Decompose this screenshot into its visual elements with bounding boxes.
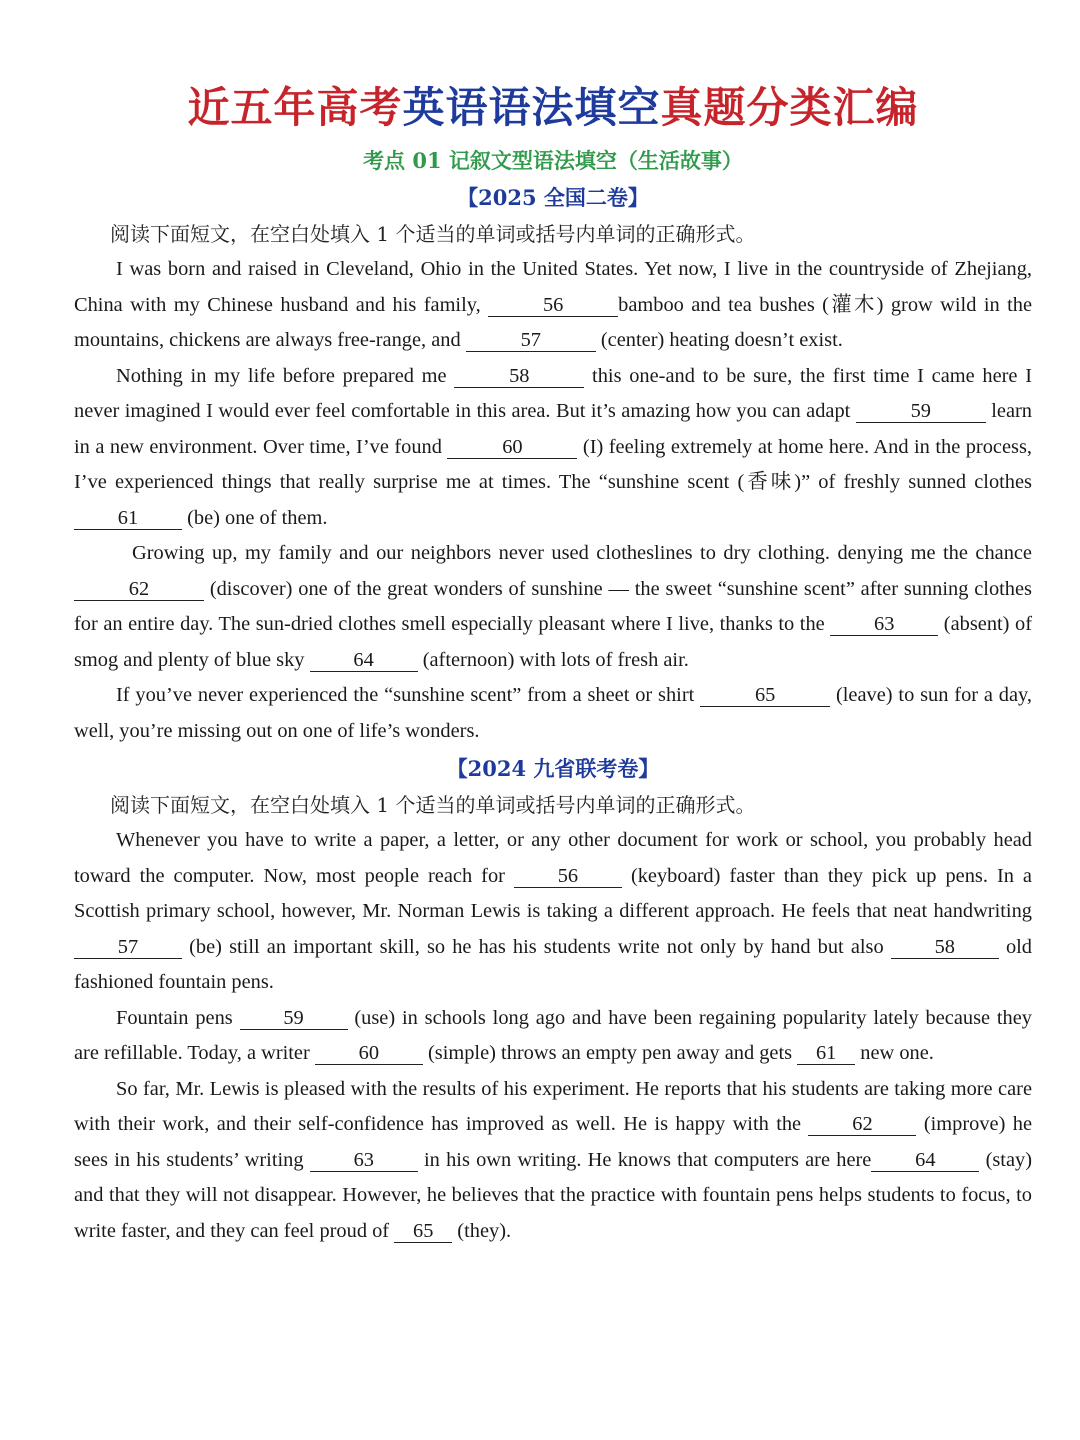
- text-run: (improve) he sees in his students’ writing: [74, 1113, 1032, 1171]
- text-run: (center) heating doesn’t exist.: [595, 329, 843, 351]
- blank-65: 65: [394, 1220, 452, 1243]
- blank-59: 59: [240, 1007, 348, 1030]
- blank-58: 58: [891, 936, 999, 959]
- instruction-2025: 阅读下面短文，在空白处填入 1 个适当的单词或括号内单词的正确形式。: [110, 222, 756, 246]
- text-run: (use) in schools long ago and have been regaining popularity lately because they are refillable. Today, a writer: [74, 1006, 1032, 1064]
- blank-63: 63: [830, 613, 938, 636]
- section-heading-2024: 【2024 九省联考卷】: [446, 756, 660, 781]
- text-run: (simple) throws an empty pen away and gets: [422, 1042, 798, 1064]
- text-run: (afternoon) with lots of fresh air.: [417, 648, 689, 671]
- text-run: this one-and to be sure, the first time I came here I never imagined I would ever feel comfortable in this area. But it’s amazing how you can adapt: [74, 364, 1032, 422]
- text-run: Fountain pens: [116, 1006, 240, 1029]
- blank-59: 59: [856, 400, 986, 423]
- passage2-paragraph-1: [74, 823, 1032, 1001]
- blank-65: 65: [700, 684, 830, 707]
- text-run: in his own writing. He knows that computers are here: [417, 1148, 872, 1171]
- text-run: new one.: [855, 1042, 934, 1064]
- passage1-paragraph-4: [74, 678, 1032, 749]
- blank-60: 60: [447, 436, 577, 459]
- text-run: learn in a new environment. Over time, I’ve found: [74, 400, 1032, 458]
- title-blue-part: 英语语法填空: [402, 83, 661, 132]
- topic-subtitle: 考点 01 记叙文型语法填空（生活故事）: [363, 148, 743, 173]
- instruction-2024: 阅读下面短文，在空白处填入 1 个适当的单词或括号内单词的正确形式。: [110, 793, 756, 817]
- passage1-paragraph-2: [74, 359, 1032, 537]
- text-run: I was born and raised in Cleveland, Ohio in the United States. Yet now, I live in the countryside of Zhejiang, China with my Chinese husband and his family,: [74, 258, 1032, 316]
- blank-64: 64: [871, 1149, 979, 1172]
- text-run: (keyboard) faster than they pick up pens. In a Scottish primary school, however, Mr. Norman Lewis is taking a different approach. He feels that neat handwriting: [74, 864, 1032, 922]
- blank-61: 61: [797, 1042, 855, 1065]
- text-run: (discover) one of the great wonders of sunshine — the sweet “sunshine scent” after sunning clothes for an entire day. The sun-dried clothes smell especially pleasant where I live, thanks to the: [74, 577, 1032, 635]
- text-run: (they).: [452, 1219, 512, 1242]
- text-run: (absent) of smog and plenty of blue sky: [74, 613, 1032, 671]
- passage2-paragraph-3: [74, 1072, 1032, 1250]
- passage1-paragraph-1: [74, 252, 1032, 359]
- text-run: bamboo and tea bushes (灌木) grow wild in the mountains, chickens are always free-range, and: [74, 293, 1032, 351]
- blank-62: 62: [74, 578, 204, 601]
- blank-56: 56: [488, 294, 618, 317]
- text-run: (I) feeling extremely at home here. And in the process, I’ve experienced things that really surprise me at times. The “sunshine scent (香味)” of freshly sunned clothes: [74, 435, 1032, 493]
- text-run: (leave) to sun for a day, well, you’re missing out on one of life’s wonders.: [74, 684, 1032, 742]
- text-run: Nothing in my life before prepared me: [116, 364, 455, 387]
- passage1-paragraph-3: [74, 536, 1032, 678]
- text-run: (be) one of them.: [182, 506, 328, 529]
- blank-58: 58: [454, 365, 584, 388]
- blank-56: 56: [514, 865, 622, 888]
- blank-63: 63: [310, 1149, 418, 1172]
- text-run: If you’ve never experienced the “sunshine scent” from a sheet or shirt: [116, 684, 701, 706]
- text-run: Growing up, my family and our neighbors never used clotheslines to dry clothing. denying me the chance: [132, 542, 1032, 564]
- section-heading-2025: 【2025 全国二卷】: [457, 185, 649, 210]
- blank-61: 61: [74, 507, 182, 530]
- text-run: So far, Mr. Lewis is pleased with the results of his experiment. He reports that his students are taking more care with their work, and their self-confidence has improved as well. He is happy with the: [74, 1077, 1032, 1135]
- document-page: [74, 78, 1032, 1249]
- text-run: (stay) and that they will not disappear. However, he believes that the practice with fountain pens helps students to focus, to write faster, and they can feel proud of: [74, 1148, 1032, 1242]
- title-red-part2: 真题分类汇编: [660, 83, 919, 132]
- text-run: old fashioned fountain pens.: [74, 935, 1032, 993]
- text-run: (be) still an important skill, so he has his students write not only by hand but also: [182, 935, 891, 958]
- blank-57: 57: [466, 329, 596, 352]
- blank-64: 64: [310, 649, 418, 672]
- blank-62: 62: [808, 1113, 916, 1136]
- blank-60: 60: [315, 1042, 423, 1065]
- page-title: [74, 78, 1032, 138]
- blank-57: 57: [74, 936, 182, 959]
- passage2-paragraph-2: [74, 1001, 1032, 1072]
- text-run: Whenever you have to write a paper, a letter, or any other document for work or school, you probably head toward the computer. Now, most people reach for: [74, 829, 1032, 887]
- title-red-part1: 近五年高考: [187, 83, 403, 132]
